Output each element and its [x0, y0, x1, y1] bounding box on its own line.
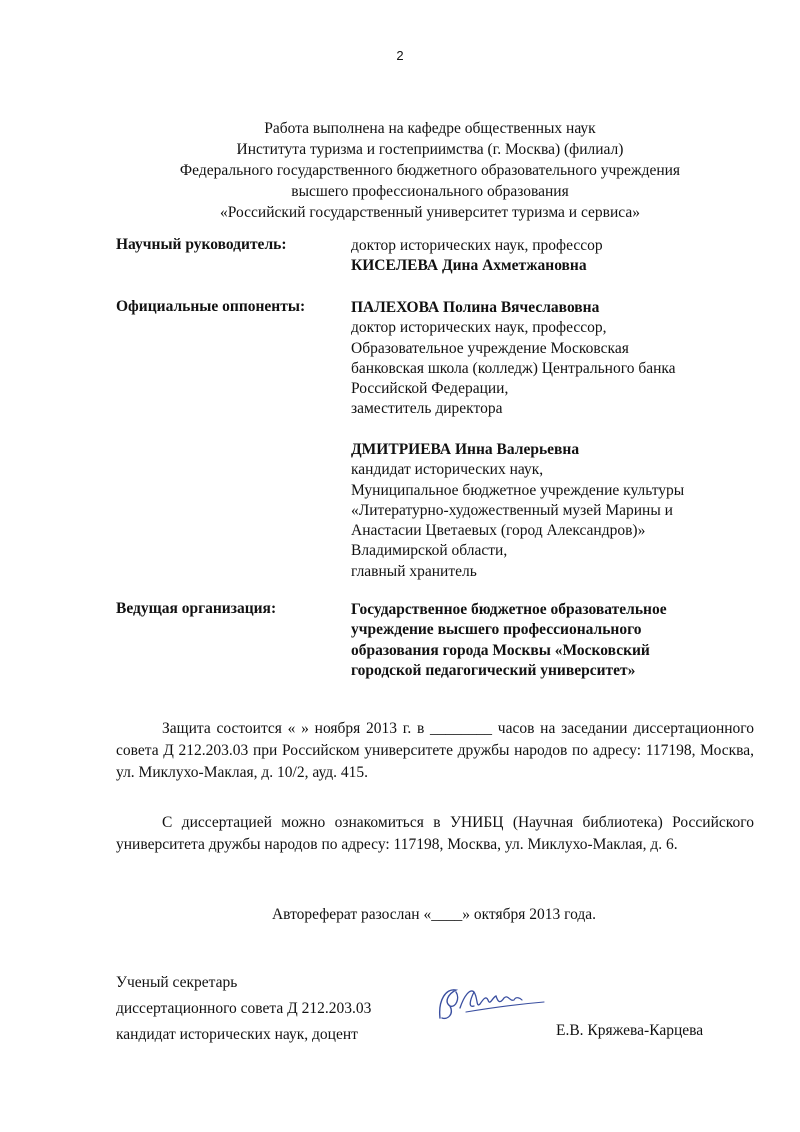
page-number: 2	[396, 48, 404, 63]
secretary-block	[116, 970, 371, 1048]
header-line: Работа выполнена на кафедре общественных наук	[264, 120, 596, 137]
header-line: Института туризма и гостеприимства (г. Москва) (филиал)	[236, 141, 624, 158]
opponent-2-line: Муниципальное бюджетное учреждение культуры	[351, 481, 685, 499]
secretary-line: Ученый секретарь	[116, 974, 238, 991]
opponent-2-line: «Литературно-художественный музей Марины и	[351, 501, 673, 519]
library-text: С диссертацией можно ознакомиться в УНИБЦ (Научная библиотека) Российского университета дружбы народов по адресу: 117198, Москва, ул. Миклухо-Маклая, д. 6.	[116, 814, 754, 853]
secretary-name: Е.В. Кряжева-Карцева	[556, 1022, 704, 1039]
leading-org-line: учреждение высшего профессионального	[351, 621, 642, 639]
opponent-1-line: заместитель директора	[351, 400, 503, 418]
supervisor-title: доктор исторических наук, профессор	[351, 237, 603, 254]
opponent-2-name: ДМИТРИЕВА Инна Валерьевна	[351, 441, 580, 458]
leading-org-label: Ведущая организация:	[116, 600, 277, 617]
secretary-line: диссертационного совета Д 212.203.03	[116, 1000, 372, 1017]
opponent-2	[351, 440, 751, 582]
library-paragraph	[116, 812, 754, 856]
supervisor-label: Научный руководитель:	[116, 236, 287, 253]
document-header	[0, 118, 800, 223]
opponent-1-line: Образовательное учреждение Московская	[351, 339, 629, 357]
leading-org	[351, 600, 751, 681]
leading-org-line: городской педагогический университет»	[351, 661, 636, 679]
opponent-1-line: Российской Федерации,	[351, 380, 509, 398]
opponents-label: Официальные оппоненты:	[116, 298, 306, 315]
secretary-line: кандидат исторических наук, доцент	[116, 1026, 358, 1043]
opponent-1	[351, 298, 751, 420]
handwritten-signature	[430, 978, 548, 1028]
leading-org-line: образования города Москвы «Московский	[351, 641, 650, 659]
opponent-2-line: Анастасии Цветаевых (город Александров)»	[351, 522, 646, 540]
header-line: Федерального государственного бюджетного образовательного учреждения	[179, 162, 681, 179]
supervisor-name: КИСЕЛЕВА Дина Ахметжановна	[351, 257, 587, 275]
supervisor-info	[351, 236, 751, 277]
opponent-2-line: Владимирской области,	[351, 542, 508, 560]
header-line: «Российский государственный университет туризма и сервиса»	[220, 204, 640, 221]
defense-paragraph	[116, 718, 754, 784]
opponent-1-line: доктор исторических наук, профессор,	[351, 319, 607, 337]
sent-date: Автореферат разослан «____» октября 2013 года.	[271, 906, 597, 923]
opponent-2-line: кандидат исторических наук,	[351, 461, 544, 479]
header-line: высшего профессионального образования	[291, 183, 569, 200]
opponent-1-line: банковская школа (колледж) Центрального банка	[351, 359, 676, 377]
defense-text: Защита состоится « » ноября 2013 г. в ________ часов на заседании диссертационного совета Д 212.203.03 при Российском университете дружбы народов по адресу: 117198, Москва, ул. Миклухо-Маклая, д. 10/2, ауд. 415.	[116, 720, 754, 781]
opponent-2-line: главный хранитель	[351, 562, 477, 580]
opponent-1-name: ПАЛЕХОВА Полина Вячеславовна	[351, 299, 600, 316]
leading-org-line: Государственное бюджетное образовательное	[351, 601, 667, 618]
